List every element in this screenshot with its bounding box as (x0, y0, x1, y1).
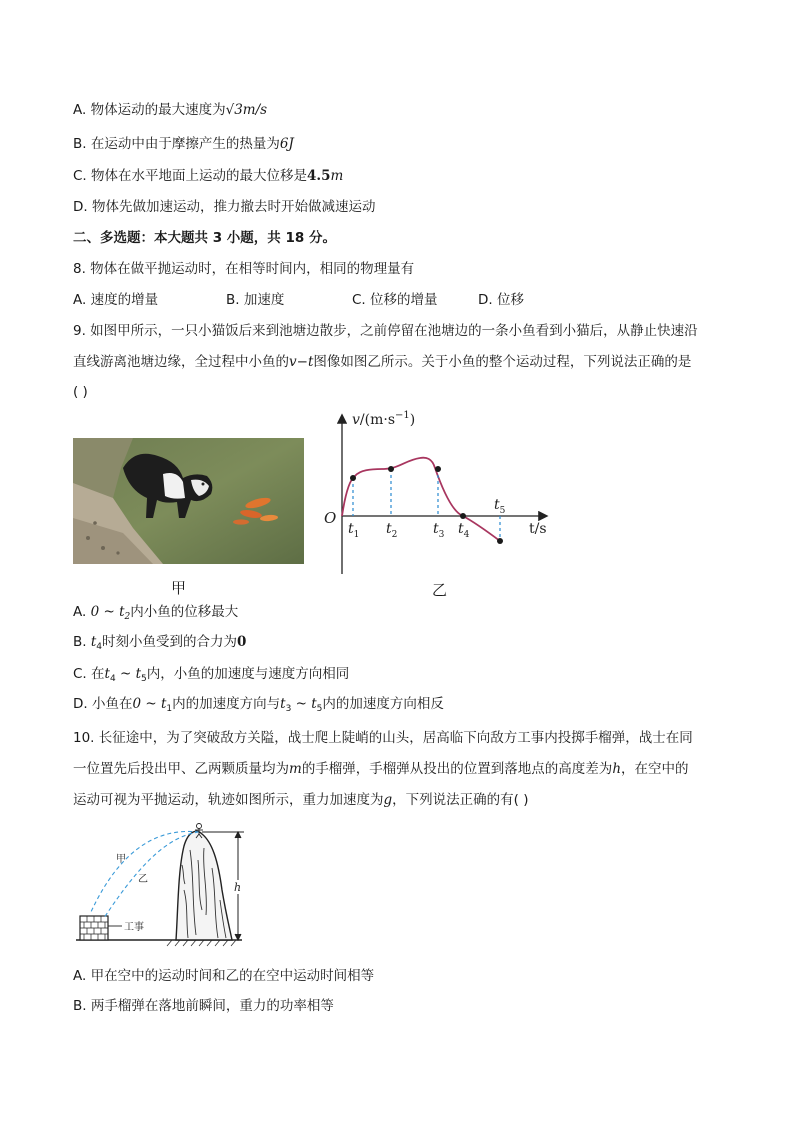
q7-option-c (73, 166, 343, 186)
q9-option-d: D. 小鱼在0 ~ $t_1$内的加速度方向与$t_3$ ~ $t_5$内的加速度方向相反 (73, 696, 444, 714)
q9-option-b: B. $t_4$时刻小鱼受到的合力为0 (73, 634, 247, 652)
q10-stem-line2: 一位置先后投出甲、乙两颗质量均为m的手榴弹，手榴弹从投出的位置到落地点的高度差为h，在空中的 (73, 761, 689, 777)
q10-option-a: A. 甲在空中的运动时间和乙的在空中运动时间相等 (73, 968, 375, 984)
q9-stem-line1: 9. 如图甲所示，一只小猫饭后来到池塘边散步，之前停留在池塘边的一条小鱼看到小猫后，从静止快速沿 (73, 323, 698, 339)
q7-option-c-text: C. 物体在水平地面上运动的最大位移是 (73, 168, 308, 184)
q8-option-a: A. 速度的增量 (73, 292, 159, 308)
q8-options (73, 290, 573, 310)
q9-option-c: C. 在$t_4$ ~ $t_5$内，小鱼的加速度与速度方向相同 (73, 666, 350, 684)
q7-option-b (73, 134, 294, 154)
q10-stem-line3: 运动可视为平抛运动，轨迹如图所示，重力加速度为g，下列说法正确的有( ) (73, 792, 529, 808)
tick-t2: $t_2$ (386, 521, 398, 540)
bunker-label: 工事 (124, 922, 144, 933)
point-t2 (388, 466, 394, 472)
tick-t3: $t_3$ (433, 521, 445, 540)
q7-option-a-math: √3m/s (225, 102, 268, 118)
q9-option-a: A. 0 ~ $t_2$内小鱼的位移最大 (73, 604, 239, 622)
q7-option-a (73, 100, 267, 120)
cliff-trajectory-figure (72, 820, 252, 954)
bunker-icon (80, 916, 108, 940)
x-axis-label: t/s (529, 521, 547, 537)
velocity-curve (342, 458, 500, 541)
point-t1 (350, 475, 356, 481)
q9-stem-line2 (73, 352, 691, 372)
tick-t5: $t_5$ (494, 497, 506, 516)
q9-stem-line3: ( ) (73, 384, 88, 400)
q7-option-c-number: 4.5 (307, 168, 331, 184)
q8-option-b: B. 加速度 (226, 292, 285, 308)
point-t5 (497, 538, 503, 544)
tick-t1: $t_1$ (348, 521, 360, 540)
q10-stem-line1: 10. 长征途中，为了突破敌方关隘，战士爬上陡峭的山头，居高临下向敌方工事内投掷手榴弹，战士在同 (73, 730, 693, 746)
q7-option-b-math: 6J (279, 136, 294, 152)
q8-option-c: C. 位移的增量 (352, 292, 438, 308)
fig-yi-caption: 乙 (432, 581, 448, 599)
point-t3 (435, 466, 441, 472)
q8-stem: 8. 物体在做平抛运动时，在相等时间内，相同的物理量有 (73, 261, 415, 277)
q7-option-d: D. 物体先做加速运动，推力撤去时开始做减速运动 (73, 199, 376, 215)
cat-pond-photo (73, 438, 304, 564)
height-label: h (234, 881, 242, 894)
y-axis-label: $v/(m\cdot s^{-1})$ (352, 410, 416, 428)
fig-jia-caption: 甲 (171, 579, 187, 597)
vt-graph (312, 408, 562, 602)
trajectory-yi-label: 乙 (138, 874, 148, 885)
q10-option-b: B. 两手榴弹在落地前瞬间，重力的功率相等 (73, 998, 334, 1014)
q9-stem-line2-post: 图像如图乙所示。关于小鱼的整个运动过程，下列说法正确的是 (313, 354, 692, 370)
q7-option-a-text: A. 物体运动的最大速度为 (73, 102, 226, 118)
point-t4 (460, 513, 466, 519)
q9-stem-line2-pre: 直线游离池塘边缘，全过程中小鱼的 (73, 354, 289, 370)
origin-label: O (324, 509, 337, 527)
q7-option-c-unit: m (330, 168, 344, 184)
q7-option-b-text: B. 在运动中由于摩擦产生的热量为 (73, 136, 280, 152)
trajectory-jia-label: 甲 (116, 854, 126, 865)
q8-option-d: D. 位移 (478, 292, 524, 308)
q9-option-a-math: 0 ~ t (90, 604, 125, 620)
section-heading: 二、多选题：本大题共 3 小题，共 18 分。 (73, 230, 336, 246)
tick-t4: $t_4$ (458, 521, 470, 540)
q9-stem-vt-math: v−t (289, 354, 314, 370)
